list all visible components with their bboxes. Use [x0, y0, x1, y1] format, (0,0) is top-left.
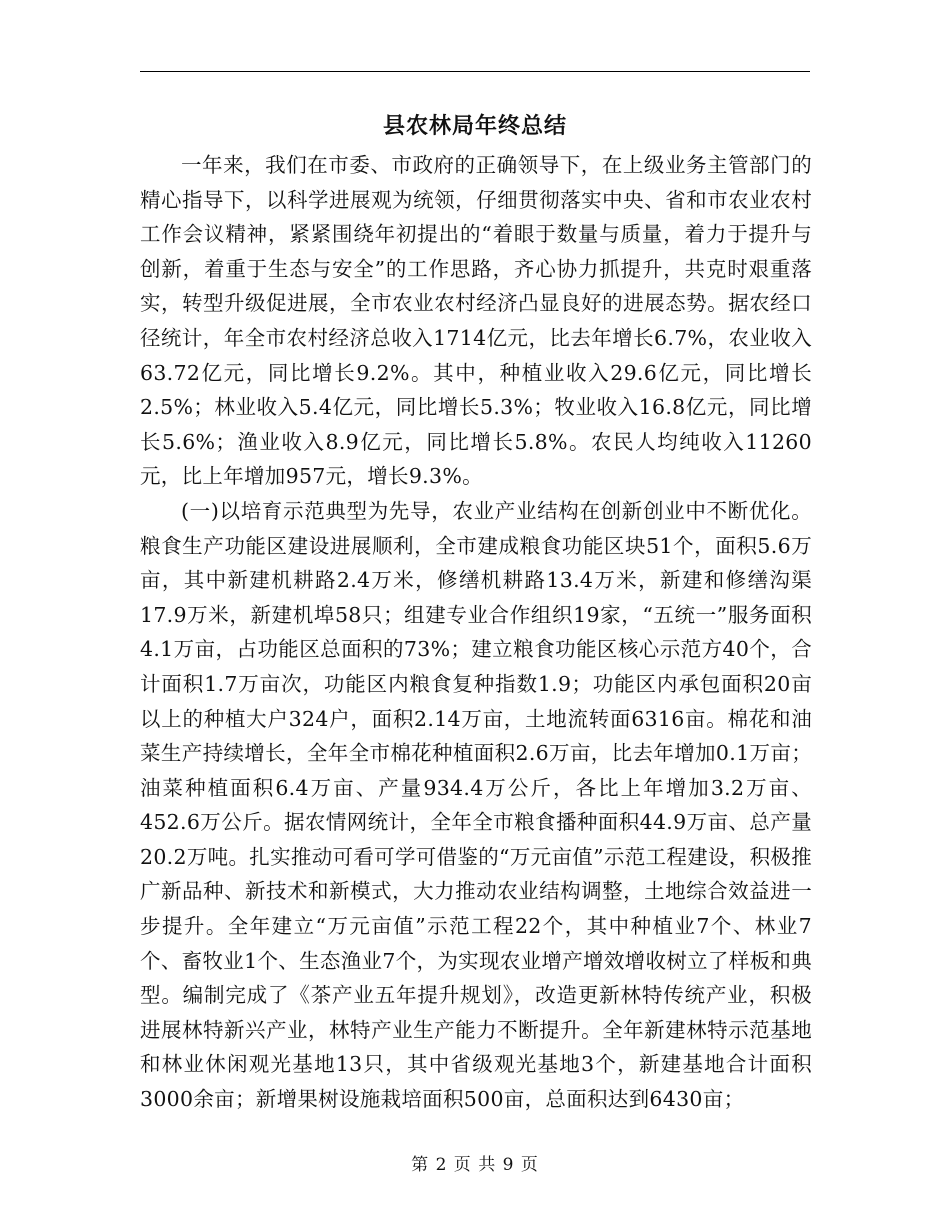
body-paragraph-section-1: (一)以培育示范典型为先导，农业产业结构在创新创业中不断优化。粮食生产功能区建设进展顺利，全市建成粮食功能区块51个，面积5.6万亩，其中新建机耕路2.4万米，修缮机耕路13.4万米，新建和修缮沟渠17.9万米，新建机埠58只；组建专业合作组织19家，“五统一”服务面积4.1万亩，占功能区总面积的73%；建立粮食功能区核心示范方40个，合计面积1.7万亩次，功能区内粮食复种指数1.9；功能区内承包面积20亩以上的种植大户324户，面积2.14万亩，土地流转面6316亩。棉花和油菜生产持续增长，全年全市棉花种植面积2.6万亩，比去年增加0.1万亩；油菜种植面积6.4万亩、产量934.4万公斤，各比上年增加3.2万亩、452.6万公斤。据农情网统计，全年全市粮食播种面积44.9万亩、总产量20.2万吨。扎实推动可看可学可借鉴的“万元亩值”示范工程建设，积极推广新品种、新技术和新模式，大力推动农业结构调整，土地综合效益进一步提升。全年建立“万元亩值”示范工程22个，其中种植业7个、林业7个、畜牧业1个、生态渔业7个，为实现农业增产增效增收树立了样板和典型。编制完成了《茶产业五年提升规划》，改造更新林特传统产业，积极进展林特新兴产业，林特产业生产能力不断提升。全年新建林特示范基地和林业休闲观光基地13只，其中省级观光基地3个，新建基地合计面积3000余亩；新增果树设施栽培面积500亩，总面积达到6430亩；	[140, 498, 812, 1112]
page-number: 第 2 页 共 9 页	[411, 1155, 539, 1175]
page-title: 县农林局年终总结	[382, 113, 567, 139]
header-rule	[140, 71, 810, 72]
document-body	[140, 148, 812, 1117]
body-paragraph-intro: 一年来，我们在市委、市政府的正确领导下，在上级业务主管部门的精心指导下，以科学进展观为统领，仔细贯彻落实中央、省和市农业农村工作会议精神，紧紧围绕年初提出的“着眼于数量与质量，着力于提升与创新，着重于生态与安全”的工作思路，齐心协力抓提升，共克时艰重落实，转型升级促进展，全市农业农村经济凸显良好的进展态势。据农经口径统计，年全市农村经济总收入1714亿元，比去年增长6.7%，农业收入63.72亿元，同比增长9.2%。其中，种植业收入29.6亿元，同比增长2.5%；林业收入5.4亿元，同比增长5.3%；牧业收入16.8亿元，同比增长5.6%；渔业收入8.9亿元，同比增长5.8%。农民人均纯收入11260元，比上年增加957元，增长9.3%。	[140, 153, 812, 489]
